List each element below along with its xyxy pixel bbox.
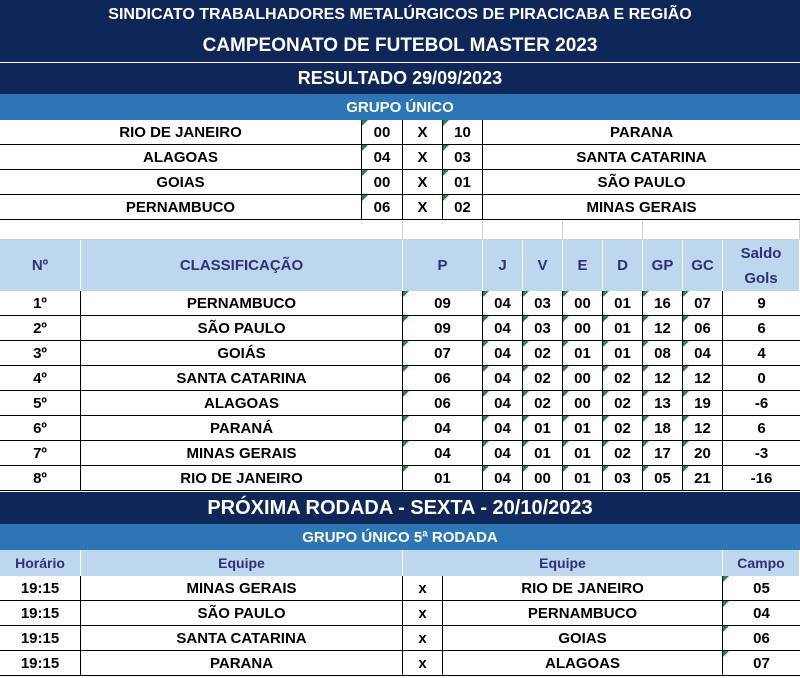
points: 06 <box>403 366 483 391</box>
game-field: 04 <box>723 601 800 626</box>
game-home-team: SANTA CATARINA <box>81 626 403 651</box>
standings-row <box>0 341 800 366</box>
games-played: 04 <box>483 366 523 391</box>
team-name: MINAS GERAIS <box>81 441 403 466</box>
game-time: 19:15 <box>0 626 81 651</box>
draws: 00 <box>563 366 603 391</box>
games-played: 04 <box>483 391 523 416</box>
points: 07 <box>403 341 483 366</box>
losses: 01 <box>603 316 643 341</box>
losses: 02 <box>603 441 643 466</box>
position: 3º <box>0 341 81 366</box>
game-away-team: PERNAMBUCO <box>443 601 723 626</box>
losses: 01 <box>603 291 643 316</box>
game-field: 05 <box>723 576 800 601</box>
goals-against: 04 <box>683 341 723 366</box>
col-team1-header: Equipe <box>81 550 403 576</box>
goal-difference: -3 <box>723 441 800 466</box>
spacer-cell <box>403 220 483 240</box>
wins: 02 <box>523 341 563 366</box>
championship-title: CAMPEONATO DE FUTEBOL MASTER 2023 <box>0 30 800 62</box>
wins: 03 <box>523 316 563 341</box>
col-gc-header: GC <box>683 240 723 291</box>
losses: 01 <box>603 341 643 366</box>
draws: 01 <box>563 416 603 441</box>
gols-label: Gols <box>744 269 778 287</box>
goals-for: 12 <box>643 316 683 341</box>
team-name: PERNAMBUCO <box>81 291 403 316</box>
away-team: PARANA <box>483 120 800 145</box>
group-title: GRUPO ÚNICO <box>0 94 800 120</box>
wins: 00 <box>523 466 563 491</box>
away-score: 01 <box>443 170 483 195</box>
goal-difference: 4 <box>723 341 800 366</box>
draws: 01 <box>563 341 603 366</box>
position: 5º <box>0 391 81 416</box>
home-team: RIO DE JANEIRO <box>0 120 362 145</box>
result-row <box>0 170 800 195</box>
score-separator: X <box>403 145 443 170</box>
goals-for: 08 <box>643 341 683 366</box>
spacer-cell <box>483 220 563 240</box>
away-score: 02 <box>443 195 483 220</box>
wins: 02 <box>523 366 563 391</box>
goals-against: 21 <box>683 466 723 491</box>
position: 6º <box>0 416 81 441</box>
team-name: GOIÁS <box>81 341 403 366</box>
home-team: PERNAMBUCO <box>0 195 362 220</box>
game-separator: x <box>403 626 443 651</box>
game-row <box>0 601 800 626</box>
points: 04 <box>403 441 483 466</box>
home-team: ALAGOAS <box>0 145 362 170</box>
goals-against: 12 <box>683 416 723 441</box>
game-row <box>0 651 800 676</box>
home-score: 04 <box>362 145 403 170</box>
team-name: RIO DE JANEIRO <box>81 466 403 491</box>
goals-against: 06 <box>683 316 723 341</box>
game-time: 19:15 <box>0 576 81 601</box>
away-team: SANTA CATARINA <box>483 145 800 170</box>
spacer-cell <box>563 220 643 240</box>
standings-row <box>0 366 800 391</box>
col-p-header: P <box>403 240 483 291</box>
goals-against: 20 <box>683 441 723 466</box>
col-d-header: D <box>603 240 643 291</box>
wins: 03 <box>523 291 563 316</box>
goals-for: 12 <box>643 366 683 391</box>
away-team: SÃO PAULO <box>483 170 800 195</box>
next-group-title: GRUPO ÚNICO 5ª RODADA <box>0 524 800 550</box>
game-row <box>0 626 800 651</box>
losses: 02 <box>603 366 643 391</box>
goal-difference: -6 <box>723 391 800 416</box>
col-pos-header: Nº <box>0 240 81 291</box>
score-separator: X <box>403 120 443 145</box>
points: 09 <box>403 291 483 316</box>
game-time: 19:15 <box>0 601 81 626</box>
score-separator: X <box>403 195 443 220</box>
game-away-team: ALAGOAS <box>443 651 723 676</box>
col-v-header: V <box>523 240 563 291</box>
goal-difference: 9 <box>723 291 800 316</box>
games-played: 04 <box>483 466 523 491</box>
losses: 02 <box>603 416 643 441</box>
home-score: 00 <box>362 170 403 195</box>
game-separator: x <box>403 576 443 601</box>
standings-row <box>0 316 800 341</box>
draws: 00 <box>563 391 603 416</box>
game-away-team: RIO DE JANEIRO <box>443 576 723 601</box>
draws: 01 <box>563 441 603 466</box>
goal-difference: -16 <box>723 466 800 491</box>
game-away-team: GOIAS <box>443 626 723 651</box>
goals-for: 13 <box>643 391 683 416</box>
goal-difference: 0 <box>723 366 800 391</box>
away-team: MINAS GERAIS <box>483 195 800 220</box>
game-field: 06 <box>723 626 800 651</box>
spacer-cell <box>643 220 800 240</box>
next-round-title: PRÓXIMA RODADA - SEXTA - 20/10/2023 <box>0 492 800 524</box>
draws: 01 <box>563 466 603 491</box>
points: 09 <box>403 316 483 341</box>
goals-against: 19 <box>683 391 723 416</box>
score-separator: X <box>403 170 443 195</box>
team-name: SÃO PAULO <box>81 316 403 341</box>
away-score: 10 <box>443 120 483 145</box>
spacer-cell <box>0 220 403 240</box>
goal-difference: 6 <box>723 416 800 441</box>
goals-against: 12 <box>683 366 723 391</box>
points: 04 <box>403 416 483 441</box>
result-row <box>0 195 800 220</box>
col-field-header: Campo <box>723 550 800 576</box>
col-team2-header: Equipe <box>403 550 723 576</box>
col-saldo-header <box>723 240 800 291</box>
draws: 00 <box>563 316 603 341</box>
spacer-row <box>0 220 800 240</box>
standings-row <box>0 291 800 316</box>
team-name: SANTA CATARINA <box>81 366 403 391</box>
wins: 01 <box>523 416 563 441</box>
points: 01 <box>403 466 483 491</box>
col-e-header: E <box>563 240 603 291</box>
standings-row <box>0 441 800 466</box>
standings-header <box>0 240 800 291</box>
game-home-team: MINAS GERAIS <box>81 576 403 601</box>
away-score: 03 <box>443 145 483 170</box>
goals-for: 05 <box>643 466 683 491</box>
goals-for: 16 <box>643 291 683 316</box>
position: 7º <box>0 441 81 466</box>
games-played: 04 <box>483 441 523 466</box>
game-time: 19:15 <box>0 651 81 676</box>
games-played: 04 <box>483 291 523 316</box>
result-title: RESULTADO 29/09/2023 <box>0 62 800 94</box>
game-home-team: SÃO PAULO <box>81 601 403 626</box>
standings-row <box>0 416 800 441</box>
wins: 01 <box>523 441 563 466</box>
games-played: 04 <box>483 416 523 441</box>
union-title: SINDICATO TRABALHADORES METALÚRGICOS DE PIRACICABA E REGIÃO <box>0 0 800 30</box>
position: 1º <box>0 291 81 316</box>
home-score: 00 <box>362 120 403 145</box>
position: 2º <box>0 316 81 341</box>
col-j-header: J <box>483 240 523 291</box>
losses: 03 <box>603 466 643 491</box>
goals-for: 17 <box>643 441 683 466</box>
game-separator: x <box>403 651 443 676</box>
goals-against: 07 <box>683 291 723 316</box>
position: 4º <box>0 366 81 391</box>
home-score: 06 <box>362 195 403 220</box>
losses: 02 <box>603 391 643 416</box>
standings-row <box>0 391 800 416</box>
saldo-label: Saldo <box>740 244 782 262</box>
draws: 00 <box>563 291 603 316</box>
standings-row <box>0 466 800 491</box>
game-field: 07 <box>723 651 800 676</box>
team-name: ALAGOAS <box>81 391 403 416</box>
col-time-header: Horário <box>0 550 81 576</box>
goals-for: 18 <box>643 416 683 441</box>
games-played: 04 <box>483 316 523 341</box>
result-row <box>0 145 800 170</box>
home-team: GOIAS <box>0 170 362 195</box>
goal-difference: 6 <box>723 316 800 341</box>
game-home-team: PARANA <box>81 651 403 676</box>
position: 8º <box>0 466 81 491</box>
next-header <box>0 550 800 576</box>
game-row <box>0 576 800 601</box>
team-name: PARANÁ <box>81 416 403 441</box>
points: 06 <box>403 391 483 416</box>
game-separator: x <box>403 601 443 626</box>
games-played: 04 <box>483 341 523 366</box>
col-gp-header: GP <box>643 240 683 291</box>
col-team-header: CLASSIFICAÇÃO <box>81 240 403 291</box>
wins: 02 <box>523 391 563 416</box>
result-row <box>0 120 800 145</box>
